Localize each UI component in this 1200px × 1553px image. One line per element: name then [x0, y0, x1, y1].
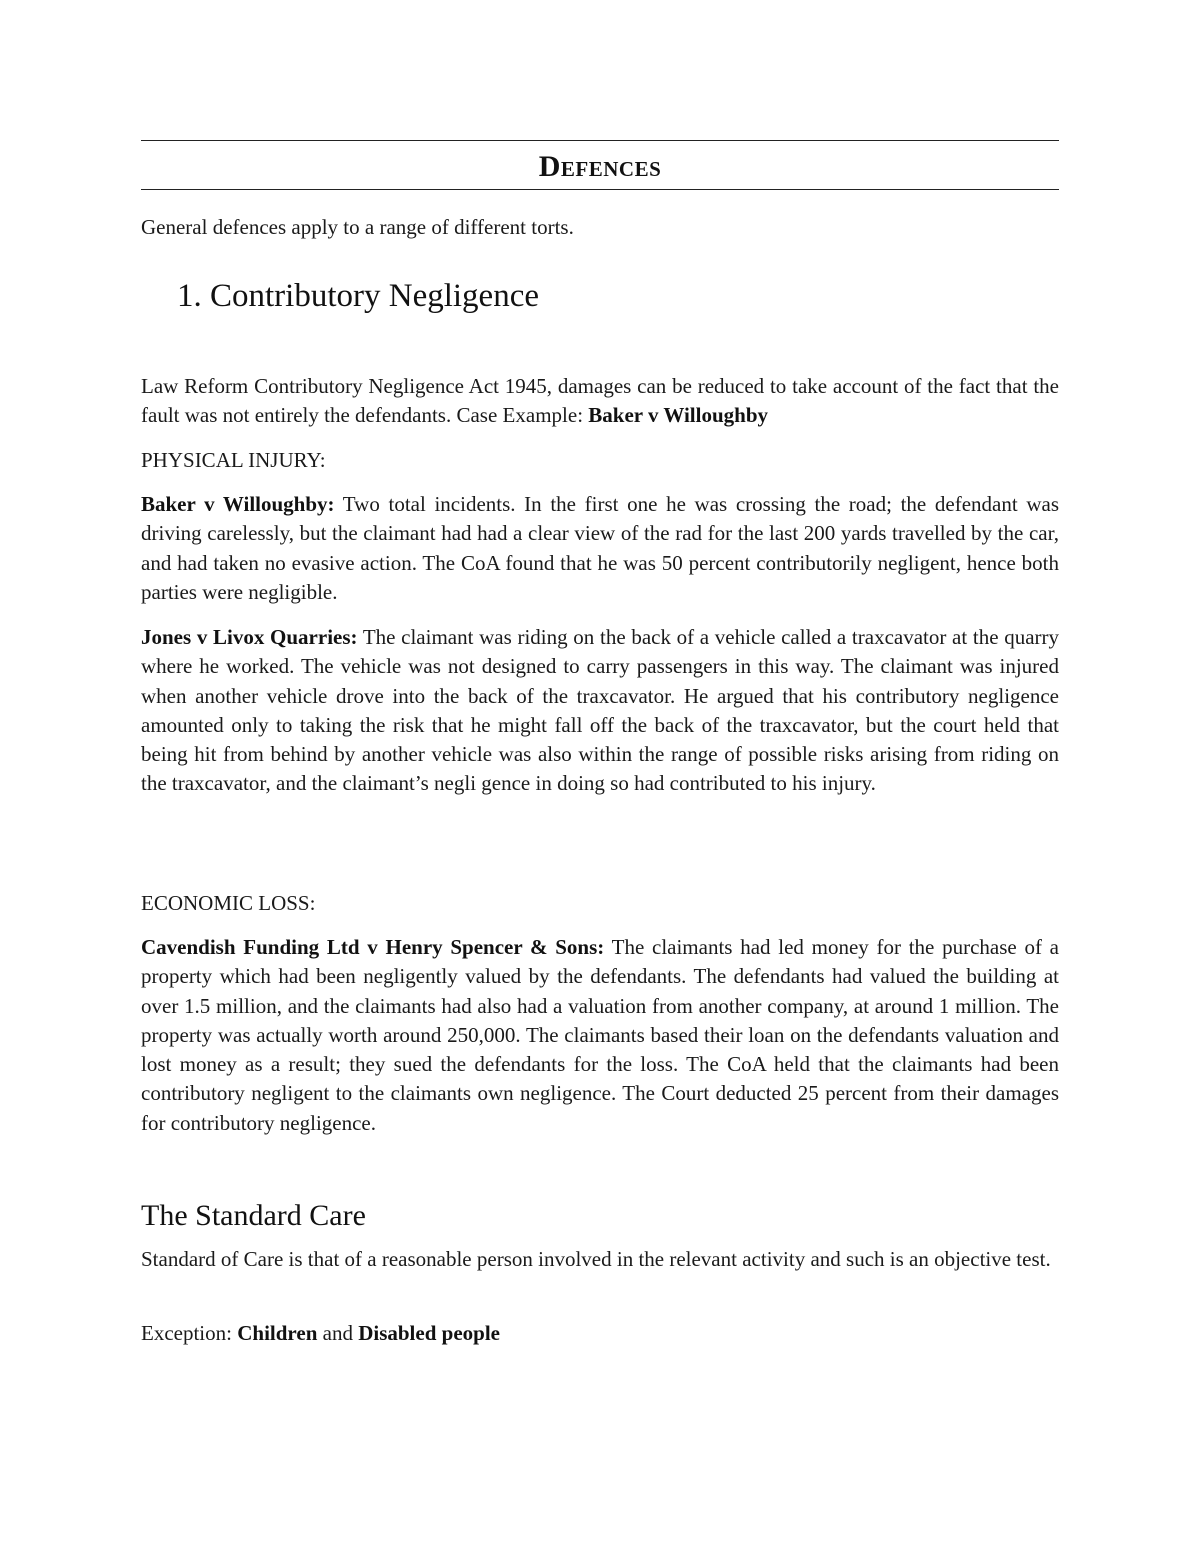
- physical-injury-label: PHYSICAL INJURY:: [141, 448, 326, 472]
- baker-case-name: Baker v Willoughby:: [141, 492, 335, 516]
- cavendish-case-name: Cavendish Funding Ltd v Henry Spencer & Sons:: [141, 935, 605, 959]
- act-text: Law Reform Contributory Negligence Act 1945, damages can be reduced to take account of the fact that the fault was not entirely the defendants. Case Example:: [141, 374, 1059, 428]
- exception-children: Children: [237, 1321, 318, 1345]
- exception-label: Exception:: [141, 1321, 238, 1345]
- baker-text: Two total incidents. In the first one he was crossing the road; the defendant was driving carelessly, but the claimant had had a clear view of the rad for the last 200 yards travelled by the car, and had taken no evasive action. The CoA found that he was 50 percent contributorily negligent, hence both parties were negligible.: [141, 492, 1059, 604]
- jones-paragraph: [141, 623, 1059, 799]
- cavendish-text: The claimants had led money for the purchase of a property which had been negligently valued by the defendants. The defendants had valued the building at over 1.5 million, and the claimants had also had a valuation from another company, at around 1 million. The property was actually worth around 250,000. The claimants based their loan on the defendants valuation and lost money as a result; they sued the defendants for the loss. The CoA held that the claimants had been contributory negligent to the claimants own negligence. The Court deducted 25 percent from their damages for contributory negligence.: [141, 935, 1059, 1135]
- document-page: [141, 140, 1060, 1345]
- standard-care-text: Standard of Care is that of a reasonable person involved in the relevant activity and such is an objective test.: [141, 1247, 1051, 1271]
- intro-text: General defences apply to a range of different torts.: [141, 215, 574, 239]
- standard-care-paragraph: [141, 1245, 1059, 1274]
- section-heading-contributory-negligence: 1. Contributory Negligence: [177, 278, 540, 314]
- page-title: Defences: [538, 150, 662, 183]
- economic-loss-label: ECONOMIC LOSS:: [141, 891, 316, 915]
- exception-and: and: [317, 1321, 359, 1345]
- section-heading-standard-care: The Standard Care: [141, 1199, 366, 1232]
- baker-paragraph: [141, 490, 1059, 607]
- economic-loss-label-wrap: [141, 889, 1059, 918]
- title-block: [141, 140, 1059, 190]
- exception-disabled: Disabled people: [358, 1321, 500, 1345]
- act-paragraph: [141, 372, 1059, 431]
- cavendish-paragraph: [141, 933, 1059, 1138]
- exception-paragraph: [141, 1319, 1059, 1348]
- act-case-name: Baker v Willoughby: [588, 403, 769, 428]
- jones-case-name: Jones v Livox Quarries:: [141, 625, 358, 649]
- physical-injury-label-wrap: [141, 446, 1059, 475]
- jones-text: The claimant was riding on the back of a vehicle called a traxcavator at the quarry where he worked. The vehicle was not designed to carry passengers in this way. The claimant was injured when another vehicle drove into the back of the traxcavator. He argued that his contributory negligence amounted only to taking the risk that he might fall off the back of the traxcavator, but the court held that being hit from behind by another vehicle was also within the range of possible risks arising from riding on the traxcavator, and the claimant’s negli gence in doing so had contributed to his injury.: [141, 625, 1060, 796]
